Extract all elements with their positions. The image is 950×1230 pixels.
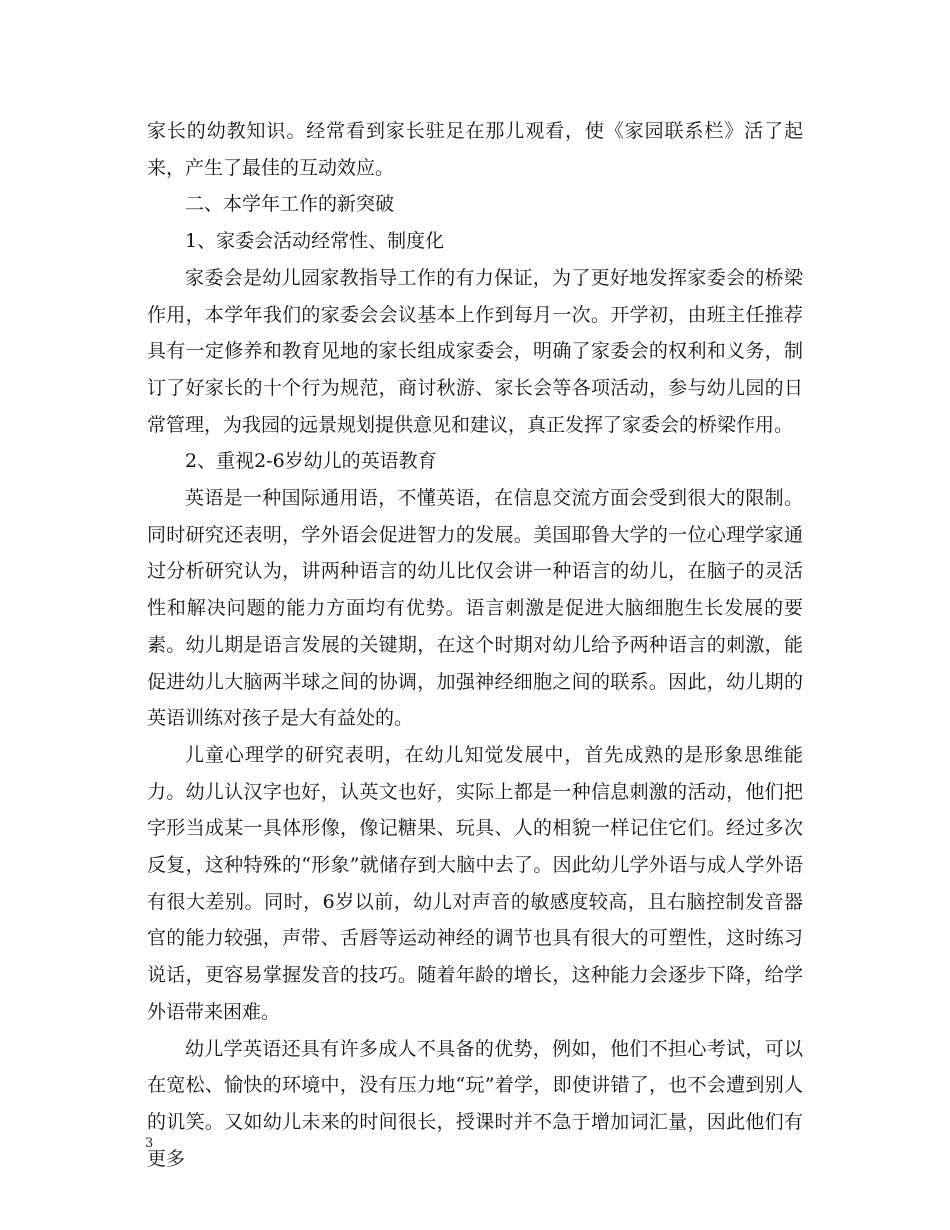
subsection-heading-1: 1、家委会活动经常性、制度化	[185, 230, 445, 253]
paragraph-child-psychology: 儿童心理学的研究表明，在幼儿知觉发展中，首先成熟的是形象思维能力。幼儿认汉字也好，认英文也好，实际上都是一种信息刺激的活动，他们把字形当成某一具体形像，像记糖果、玩具、人的相貌一样记住它们。经过多次反复，这种特殊的“形象”就储存到大脑中去了。因此幼儿学外语与成人学外语有很大差别。同时，6岁以前，幼儿对声音的敏感度较高，且右脑控制发音器官的能力较强，声带、舌唇等运动神经的调节也具有很大的可塑性，这时练习说话，更容易掌握发音的技巧。随着年龄的增长，这种能力会逐步下降，给学外语带来困难。	[147, 743, 803, 1023]
paragraph-english-importance: 英语是一种国际通用语，不懂英语，在信息交流方面会受到很大的限制。同时研究还表明，学外语会促进智力的发展。美国耶鲁大学的一位心理学家通过分析研究认为，讲两种语言的幼儿比仅会讲一种语言的幼儿，在脑子的灵活性和解决问题的能力方面均有优势。语言刺激是促进大脑细胞生长发展的要素。幼儿期是语言发展的关键期，在这个时期对幼儿给予两种语言的刺激，能促进幼儿大脑两半球之间的协调，加强神经细胞之间的联系。因此，幼儿期的英语训练对孩子是大有益处的。	[147, 487, 803, 730]
subsection-heading-2: 2、重视2-6岁幼儿的英语教育	[185, 450, 437, 473]
paragraph-family-committee: 家委会是幼儿园家教指导工作的有力保证，为了更好地发挥家委会的桥梁作用，本学年我们的家委会会议基本上作到每月一次。开学初，由班主任推荐具有一定修养和教育见地的家长组成家委会，明确了家委会的权利和义务，制订了好家长的十个行为规范，商讨秋游、家长会等各项活动，参与幼儿园的日常管理，为我园的远景规划提供意见和建议，真正发挥了家委会的桥梁作用。	[147, 266, 803, 436]
paragraph-continuation: 家长的幼教知识。经常看到家长驻足在那儿观看，使《家园联系栏》活了起来，产生了最佳的互动效应。	[147, 120, 803, 179]
page-number: 3	[145, 1136, 154, 1151]
document-body	[147, 113, 803, 1177]
section-heading: 二、本学年工作的新突破	[185, 193, 395, 216]
paragraph-child-advantages: 幼儿学英语还具有许多成人不具备的优势，例如，他们不担心考试，可以在宽松、愉快的环境中，没有压力地“玩”着学，即使讲错了，也不会遭到别人的讥笑。又如幼儿未来的时间很长，授课时并不急于增加词汇量，因此他们有更多	[147, 1037, 803, 1170]
